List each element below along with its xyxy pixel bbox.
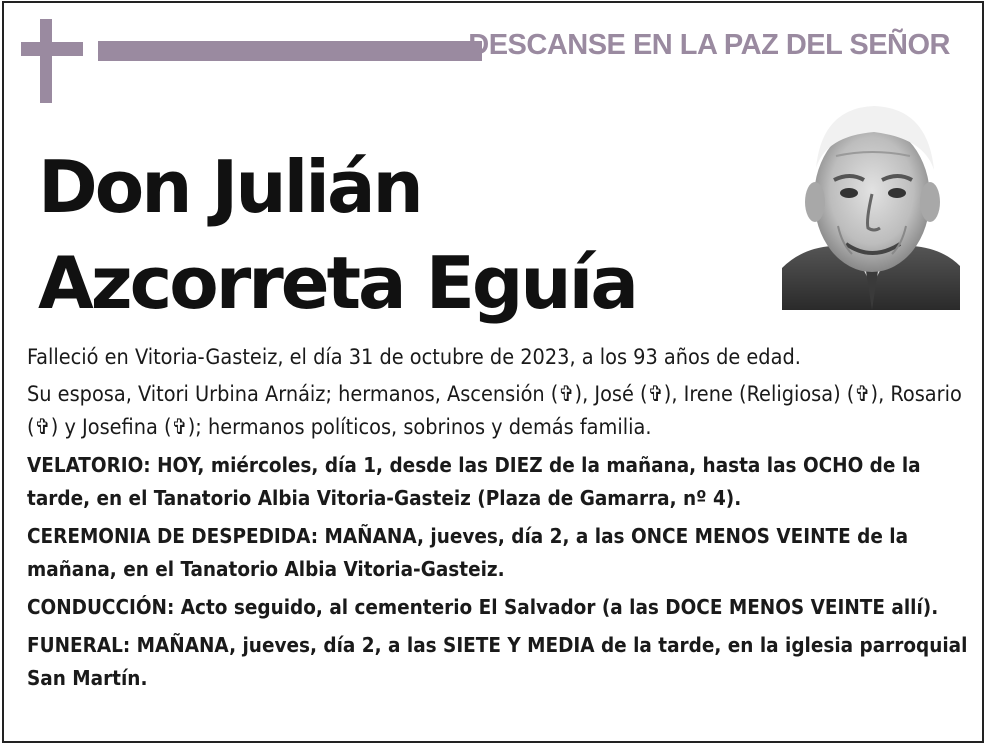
header-divider-bar	[98, 41, 482, 61]
portrait-drawing	[782, 98, 960, 310]
obituary-card	[2, 1, 984, 743]
conduccion-text: CONDUCCIÓN: Acto seguido, al cementerio El Salvador (a las DOCE MENOS VEINTE allí).	[27, 595, 939, 619]
portrait-photo	[782, 98, 960, 310]
funeral-text: FUNERAL: MAÑANA, jueves, día 2, a las SIETE Y MEDIA de la tarde, en la iglesia parroquial San Martín.	[27, 633, 968, 690]
ceremonia-text: CEREMONIA DE DESPEDIDA: MAÑANA, jueves, día 2, a las ONCE MENOS VEINTE de la mañana, en el Tanatorio Albia Vitoria-Gasteiz.	[27, 524, 909, 581]
obituary-body	[27, 341, 972, 695]
death-notice-text: Falleció en Vitoria-Gasteiz, el día 31 de octubre de 2023, a los 93 años de edad.	[27, 345, 801, 370]
deceased-name	[38, 139, 636, 331]
cross-horizontal-bar	[21, 42, 83, 56]
cross-vertical-bar	[40, 19, 52, 103]
header-tagline: DESCANSE EN LA PAZ DEL SEÑOR	[468, 29, 950, 61]
name-line-1: Don Julián	[38, 145, 421, 229]
family-text: Su esposa, Vitori Urbina Arnáiz; hermanos, Ascensión (✞), José (✞), Irene (Religiosa) (✞), Rosario (✞) y Josefina (✞); hermanos políticos, sobrinos y demás familia.	[27, 382, 962, 440]
name-line-2: Azcorreta Eguía	[38, 241, 636, 325]
velatorio-text: VELATORIO: HOY, miércoles, día 1, desde las DIEZ de la mañana, hasta las OCHO de la tarde, en el Tanatorio Albia Vitoria-Gasteiz (Plaza de Gamarra, nº 4).	[27, 453, 921, 510]
